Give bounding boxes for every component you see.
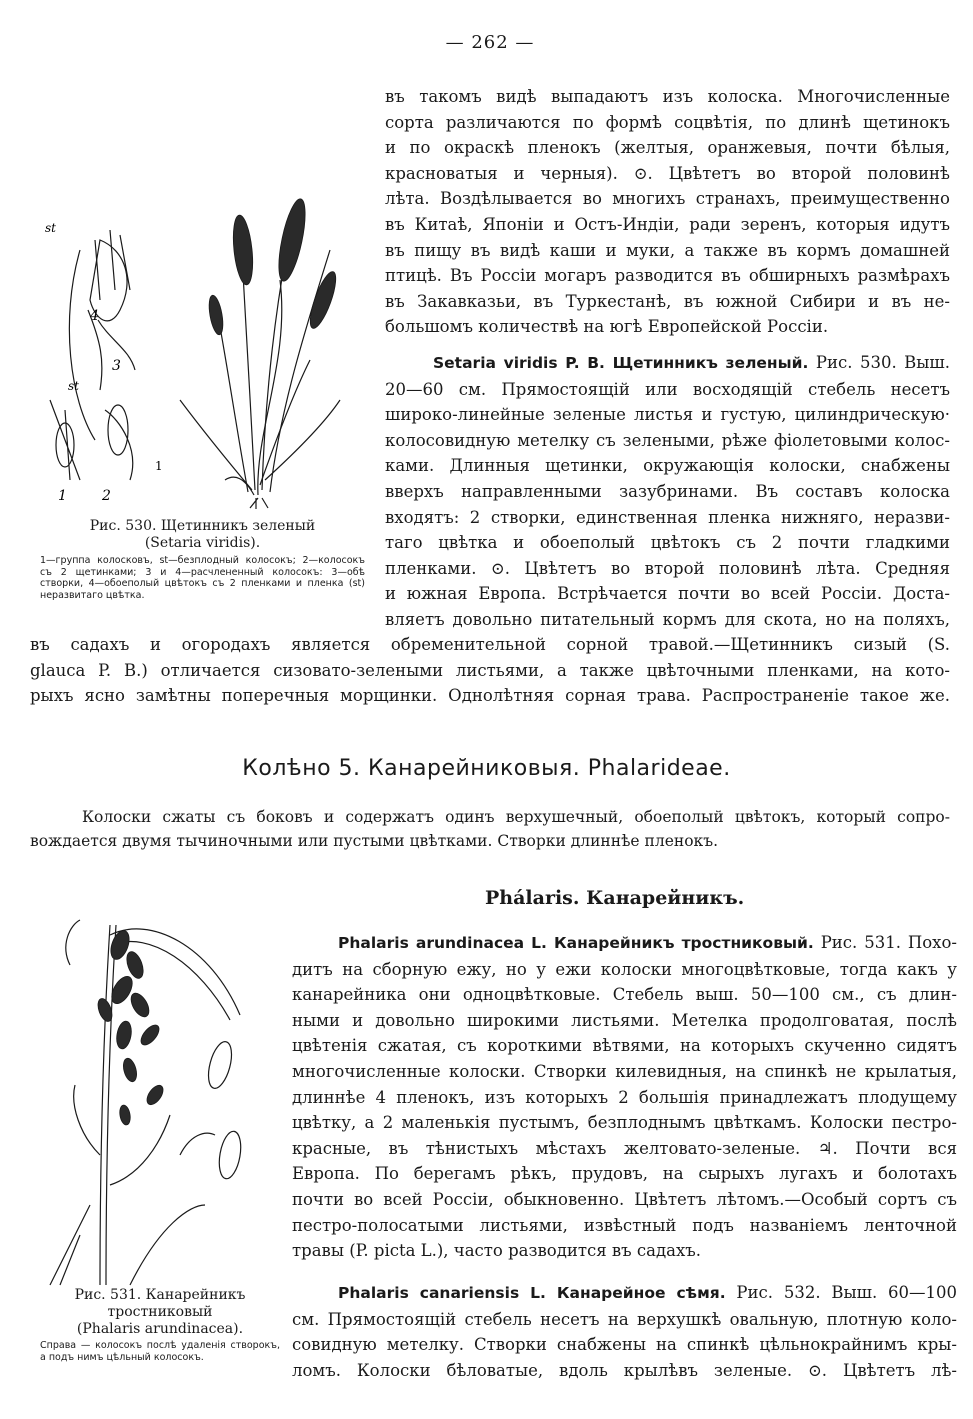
text-line: пленками. ⊙. Цвѣтетъ во второй половинѣ лѣта. Средняя	[385, 558, 950, 578]
text-line: ными и довольно широкими листьями. Метелка продолговатая, послѣ	[292, 1010, 957, 1030]
label-3: 3	[112, 358, 121, 374]
label-2: 2	[102, 488, 111, 504]
arundinacea-entry	[292, 930, 957, 1264]
figure-531-legend: Справа — колосокъ послѣ удаленія створокъ, а подъ нимъ цѣльный колосокъ.	[40, 1340, 280, 1363]
figure-530-caption	[40, 518, 365, 601]
setaria-entry	[385, 350, 950, 633]
text-line: и по окраскѣ пленокъ (желтыя, оранжевыя, почти бѣлыя,	[385, 138, 950, 158]
canariensis-fig-ref: Рис. 532. Выш. 60—100	[736, 1283, 958, 1302]
section-description	[30, 805, 950, 853]
label-1b: 1	[58, 488, 67, 504]
canariensis-entry	[292, 1280, 957, 1383]
canariensis-first-line	[292, 1280, 957, 1307]
label-1a: 1	[155, 459, 163, 473]
figure-531-latin: (Phalaris arundinacea).	[76, 1321, 244, 1337]
text-line: въ садахъ и огородахъ является обременительной сорной травой.—Щетинникъ сизый (S.	[30, 635, 950, 654]
spikelet-details-drawing	[50, 230, 135, 480]
arundinacea-first-line	[292, 930, 957, 957]
text-line: птицѣ. Въ Россіи могаръ разводится въ обширныхъ размѣрахъ	[385, 266, 950, 286]
text-line: въ такомъ видѣ выпадаютъ изъ колоска. Многочисленные	[385, 87, 950, 106]
text-line: вождается двумя тычиночными или пустыми цвѣтками. Створки длиннѣе пленокъ.	[30, 832, 719, 850]
figure-531-title2: тростниковый	[107, 1304, 213, 1320]
text-line: рыхъ ясно замѣтны поперечныя морщинки. Однолѣтняя сорная трава. Распространеніе такое же.	[30, 686, 950, 706]
text-line: вверхъ направленными зазубринами. Въ составъ колоска	[385, 481, 950, 501]
text-line: совидную метелку. Створки снабжены на спинкѣ цѣльнокрайнимъ кры-	[292, 1335, 957, 1355]
setaria-continuation	[30, 632, 950, 709]
text-line: цвѣтенія сжатая, съ короткими вѣтвями, на которыхъ скученно сидятъ	[292, 1036, 957, 1056]
text-line: glauca P. B.) отличается сизовато-зелеными листьями, а также цвѣточными пленками, на кото-	[30, 660, 950, 680]
text-line: вляетъ довольно питательный кормъ для скота, но на поляхъ,	[385, 609, 950, 629]
text-line: въ пищу въ видѣ каши и муки, а также въ кормъ домашней	[385, 240, 950, 260]
arundinacea-latin-name: Phalaris arundinacea L. Канарейникъ тростниковый.	[338, 934, 814, 952]
text-line: большомъ количествѣ на югѣ Европейской Россіи.	[385, 317, 829, 337]
text-line: почти во всей Россіи, обыкновенно. Цвѣтетъ лѣтомъ.—Особый сортъ съ	[292, 1189, 957, 1209]
genus-heading: Phálaris. Канарейникъ.	[485, 887, 745, 909]
arundinacea-fig-ref: Рис. 531. Похо-	[820, 933, 957, 952]
section-heading: Колѣно 5. Канарейниковыя. Phalarideae.	[242, 756, 731, 781]
text-line: длиннѣе 4 пленокъ, изъ которыхъ 2 большія принадлежатъ плодущему	[292, 1087, 957, 1107]
text-line: и южная Европа. Встрѣчается почти во всей Россіи. Доста-	[385, 584, 950, 604]
text-line: красные, въ тѣнистыхъ мѣстахъ желтовато-зеленые. ♃. Почти вся	[292, 1138, 957, 1158]
text-line: 20—60 см. Прямостоящій или восходящій стебель несетъ	[385, 379, 950, 399]
figure-530-latin: (Setaria viridis).	[144, 535, 261, 551]
text-line: пестро-полосатыми листьями, извѣстный подъ названіемъ ленточной	[292, 1215, 957, 1235]
text-line: дитъ на сборную ежу, но у ежи колоски многоцвѣтковые, тогда какъ у	[292, 959, 957, 979]
text-line: лѣта. Воздѣлывается во многихъ странахъ, преимущественно	[385, 189, 950, 209]
text-line: цвѣтку, а 2 маленькія пустымъ, безплоднымъ цвѣткамъ. Колоски пестро-	[292, 1113, 957, 1133]
text-line: Европа. По берегамъ рѣкъ, прудовъ, на сырыхъ лугахъ и болотахъ	[292, 1164, 957, 1184]
text-line: входятъ: 2 створки, единственная пленка нижняго, неразви-	[385, 507, 950, 527]
text-line: сорта различаются по формѣ соцвѣтія, по длинѣ щетинокъ	[385, 112, 950, 132]
phalaris-plant-drawing	[50, 920, 244, 1285]
page-number: — 262 —	[445, 32, 535, 53]
label-4: 4	[90, 308, 99, 324]
setaria-plant-drawing	[180, 197, 341, 509]
text-line: таго цвѣтка и обоеполый цвѣтокъ съ 2 почти гладкими	[385, 533, 950, 553]
setaria-latin-name: Setaria viridis P. B. Щетинникъ зеленый.	[433, 354, 809, 372]
figure-530-title: Рис. 530. Щетинникъ зеленый	[89, 518, 316, 534]
figure-530-illustration	[40, 100, 345, 510]
text-line: въ Китаѣ, Японіи и Остъ-Индіи, ради зеренъ, которыя идутъ	[385, 214, 950, 234]
setaria-first-line	[385, 350, 950, 377]
figure-531-title: Рис. 531. Канарейникъ	[74, 1287, 246, 1303]
canariensis-latin-name: Phalaris canariensis L. Канарейное сѣмя.	[338, 1284, 726, 1302]
text-line	[30, 805, 950, 829]
top-column-text	[385, 84, 950, 340]
text-line: широко-линейные зеленые листья и густую, цилиндрическую·	[385, 405, 950, 425]
label-st-2: st	[68, 379, 79, 393]
figure-531-caption	[40, 1287, 280, 1363]
figure-531-illustration	[40, 905, 255, 1290]
text-line: красноватыя и черныя). ⊙. Цвѣтетъ во второй половинѣ	[385, 163, 950, 183]
text-line: многочисленные колоски. Створки килевидныя, на спинкѣ не крылатыя,	[292, 1061, 957, 1081]
text-line: ломъ. Колоски бѣловатые, вдоль крылѣвъ зеленые. ⊙. Цвѣтетъ лѣ-	[292, 1360, 957, 1380]
text-line: см. Прямостоящій стебель несетъ на верхушкѣ овальную, плотную коло-	[292, 1309, 957, 1329]
text-line: колосовидную метелку съ зелеными, рѣже фіолетовыми колос-	[385, 430, 950, 450]
figure-530-legend: 1—группа колосковъ, st—безплодный колосокъ; 2—колосокъ съ 2 щетинками; 3 и 4—расчлененный колосокъ: 3—обѣ створки, 4—обоеполый цвѣтокъ съ 2 пленками и пленка (st) неразвитаго цвѣтка.	[40, 555, 365, 601]
setaria-fig-ref: Рис. 530. Выш.	[815, 353, 951, 372]
text-line: ками. Длинныя щетинки, окружающія колоски, снабжены	[385, 456, 950, 476]
text-line: травы (P. picta L.), часто разводится въ садахъ.	[292, 1241, 702, 1261]
text-line: канарейника они одноцвѣтковые. Стебель выш. 50—100 см., съ длин-	[292, 985, 957, 1005]
label-st-1: st	[45, 221, 56, 235]
text-line-content: Колоски сжаты съ боковъ и содержатъ одинъ верхушечный, обоеполый цвѣтокъ, который сопро-	[82, 808, 950, 826]
text-line: въ Закавказьи, въ Туркестанѣ, въ южной Сибири и въ не-	[385, 291, 950, 311]
